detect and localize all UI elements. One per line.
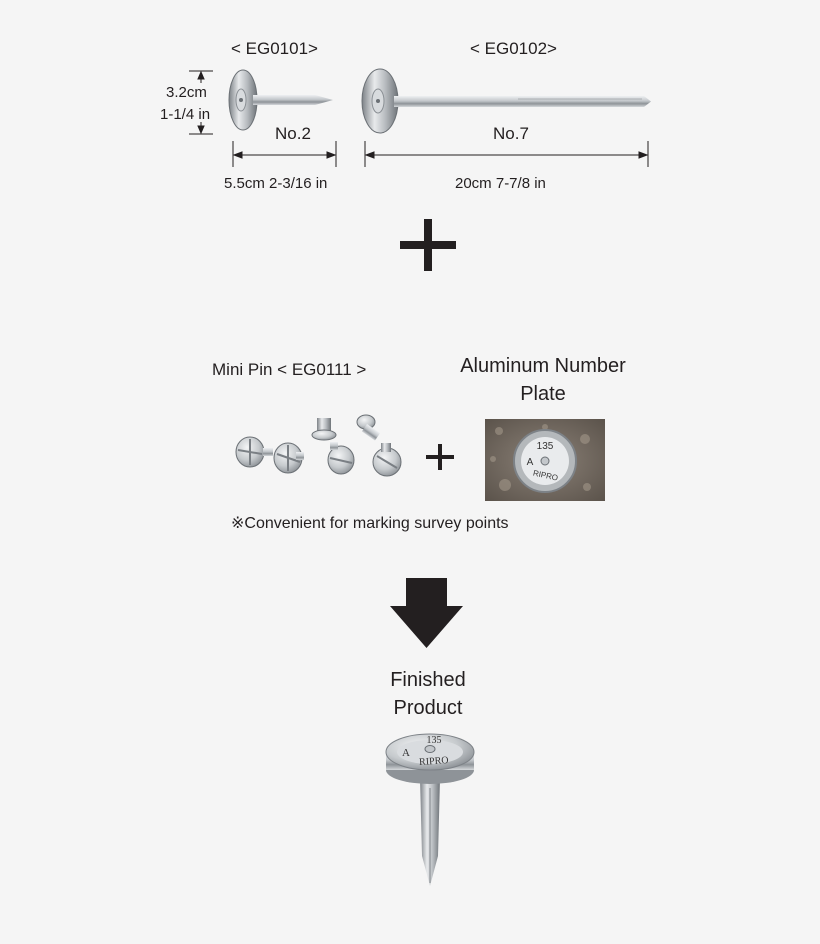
eg0101-code: < EG0101> [231,39,318,58]
plate-label [440,352,646,408]
finished-letter: A [402,747,410,759]
plus-icon [400,219,456,271]
arrow-down-icon [390,578,463,648]
note-text: ※Convenient for marking survey points [231,515,509,532]
finished-label-line1: Finished [390,669,466,691]
mini-pins-image [230,410,410,482]
finished-label [360,666,496,722]
plate-label-line1: Aluminum Number [460,355,626,377]
plate-brand: RIPRO [532,468,559,483]
plate-number: 135 [536,441,554,452]
pin-no7-label: No.7 [493,124,529,143]
pin-no7-length: 20cm 7-7/8 in [455,175,546,192]
head-diameter-in: 1-1/4 in [160,106,211,123]
eg0102-code: < EG0102> [470,39,557,58]
plate-label-line2: Plate [520,383,566,405]
finished-number: 135 [426,735,442,746]
plate-letter: A [526,457,534,468]
finished-product-image [384,728,480,892]
mini-pin-label: Mini Pin < EG0111 > [212,360,367,379]
pin-no2-length: 5.5cm 2-3/16 in [224,175,328,192]
finished-brand: RIPRO [418,754,449,769]
small-plus-icon [426,444,454,470]
finished-label-line2: Product [393,697,463,719]
pin-no2-label: No.2 [275,124,311,143]
head-diameter-cm: 3.2cm [166,84,207,101]
plate-photo [485,419,605,501]
